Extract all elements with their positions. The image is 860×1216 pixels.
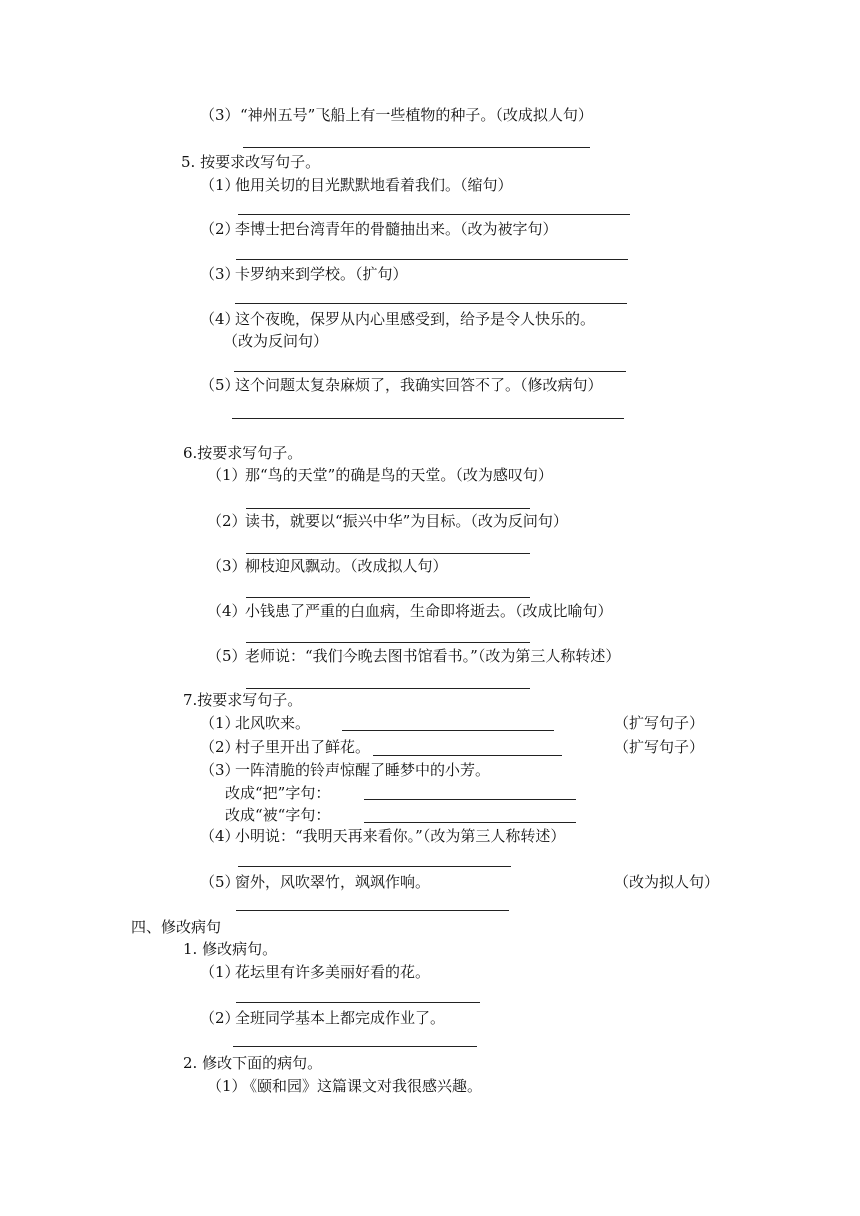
question-text: 这个问题太复杂麻烦了，我确实回答不了。（修改病句） [235, 376, 603, 394]
question-text: 北风吹来。 [235, 714, 311, 732]
item-number: （5） [200, 376, 240, 394]
question-text: 村子里开出了鲜花。 [235, 738, 371, 756]
question-requirement: （改为反问句） [223, 332, 329, 350]
question-text: 他用关切的目光默默地看着我们。（缩句） [235, 176, 513, 194]
item-number: （3） [200, 761, 240, 779]
question-text: 柳枝迎风飘动。（改成拟人句） [245, 557, 448, 575]
item-number: （2） [200, 1009, 240, 1027]
question-text: 全班同学基本上都完成作业了。 [235, 1009, 446, 1027]
item-number: （1） [200, 176, 240, 194]
item-number: （5） [207, 647, 247, 665]
answer-line[interactable] [233, 1046, 477, 1047]
answer-line[interactable] [342, 730, 554, 731]
question-text: 那“鸟的天堂”的确是鸟的天堂。（改为感叹句） [245, 466, 553, 484]
section-heading: 6.按要求写句子。 [183, 444, 303, 462]
question-text: 李博士把台湾青年的骨髓抽出来。（改为被字句） [235, 220, 558, 238]
item-number: （3） [207, 557, 247, 575]
section-heading: 2. 修改下面的病句。 [183, 1054, 323, 1072]
answer-line[interactable] [246, 508, 530, 509]
question-text: 老师说：“我们今晚去图书馆看书。”（改为第三人称转述） [245, 647, 621, 665]
question-text: 小明说：“我明天再来看你。”（改为第三人称转述） [235, 827, 566, 845]
answer-line[interactable] [246, 553, 530, 554]
answer-line[interactable] [238, 214, 630, 215]
item-number: （3） [200, 106, 240, 124]
answer-line[interactable] [364, 799, 576, 800]
section-heading: 7.按要求写句子。 [183, 691, 303, 709]
item-number: （2） [207, 512, 247, 530]
item-number: （4） [207, 602, 247, 620]
answer-line[interactable] [236, 1002, 480, 1003]
answer-line[interactable] [236, 910, 509, 911]
answer-line[interactable] [246, 642, 530, 643]
question-text: 读书，就要以“振兴中华”为目标。（改为反问句） [245, 512, 568, 530]
section-heading: 5. 按要求改写句子。 [181, 153, 321, 171]
section-heading: 1. 修改病句。 [183, 940, 278, 958]
item-number: （4） [200, 310, 240, 328]
question-text: “神州五号”飞船上有一些植物的种子。（改成拟人句） [240, 106, 593, 124]
question-text: 花坛里有许多美丽好看的花。 [235, 963, 431, 981]
question-text: 窗外，风吹翠竹，飒飒作响。 [235, 873, 431, 891]
question-requirement: （扩写句子） [614, 738, 705, 756]
answer-line[interactable] [235, 303, 627, 304]
item-number: （1） [207, 466, 247, 484]
answer-line[interactable] [236, 259, 628, 260]
answer-line[interactable] [246, 688, 530, 689]
item-number: （3） [200, 265, 240, 283]
item-number: （1） [207, 1077, 247, 1095]
item-number: （5） [200, 873, 240, 891]
answer-line[interactable] [364, 822, 576, 823]
answer-line[interactable] [243, 147, 590, 148]
answer-line[interactable] [246, 597, 530, 598]
part-heading: 四、修改病句 [131, 918, 222, 936]
item-number: （2） [200, 738, 240, 756]
question-text: 《颐和园》这篇课文对我很感兴趣。 [242, 1077, 483, 1095]
question-text: 这个夜晚，保罗从内心里感受到，给予是令人快乐的。 [235, 310, 596, 328]
answer-line[interactable] [234, 371, 626, 372]
question-requirement: （扩写句子） [614, 714, 705, 732]
answer-line[interactable] [238, 866, 511, 867]
item-number: （2） [200, 220, 240, 238]
item-number: （4） [200, 827, 240, 845]
item-number: （1） [200, 714, 240, 732]
question-text: 一阵清脆的铃声惊醒了睡梦中的小芳。 [235, 761, 491, 779]
question-requirement: （改为拟人句） [614, 873, 720, 891]
answer-line[interactable] [373, 755, 562, 756]
question-text: 小钱患了严重的白血病，生命即将逝去。（改成比喻句） [245, 602, 613, 620]
sub-question-label: 改成“被“字句： [225, 806, 331, 824]
item-number: （1） [200, 963, 240, 981]
question-text: 卡罗纳来到学校。（扩句） [235, 265, 408, 283]
answer-line[interactable] [232, 418, 624, 419]
sub-question-label: 改成“把”字句： [225, 784, 331, 802]
